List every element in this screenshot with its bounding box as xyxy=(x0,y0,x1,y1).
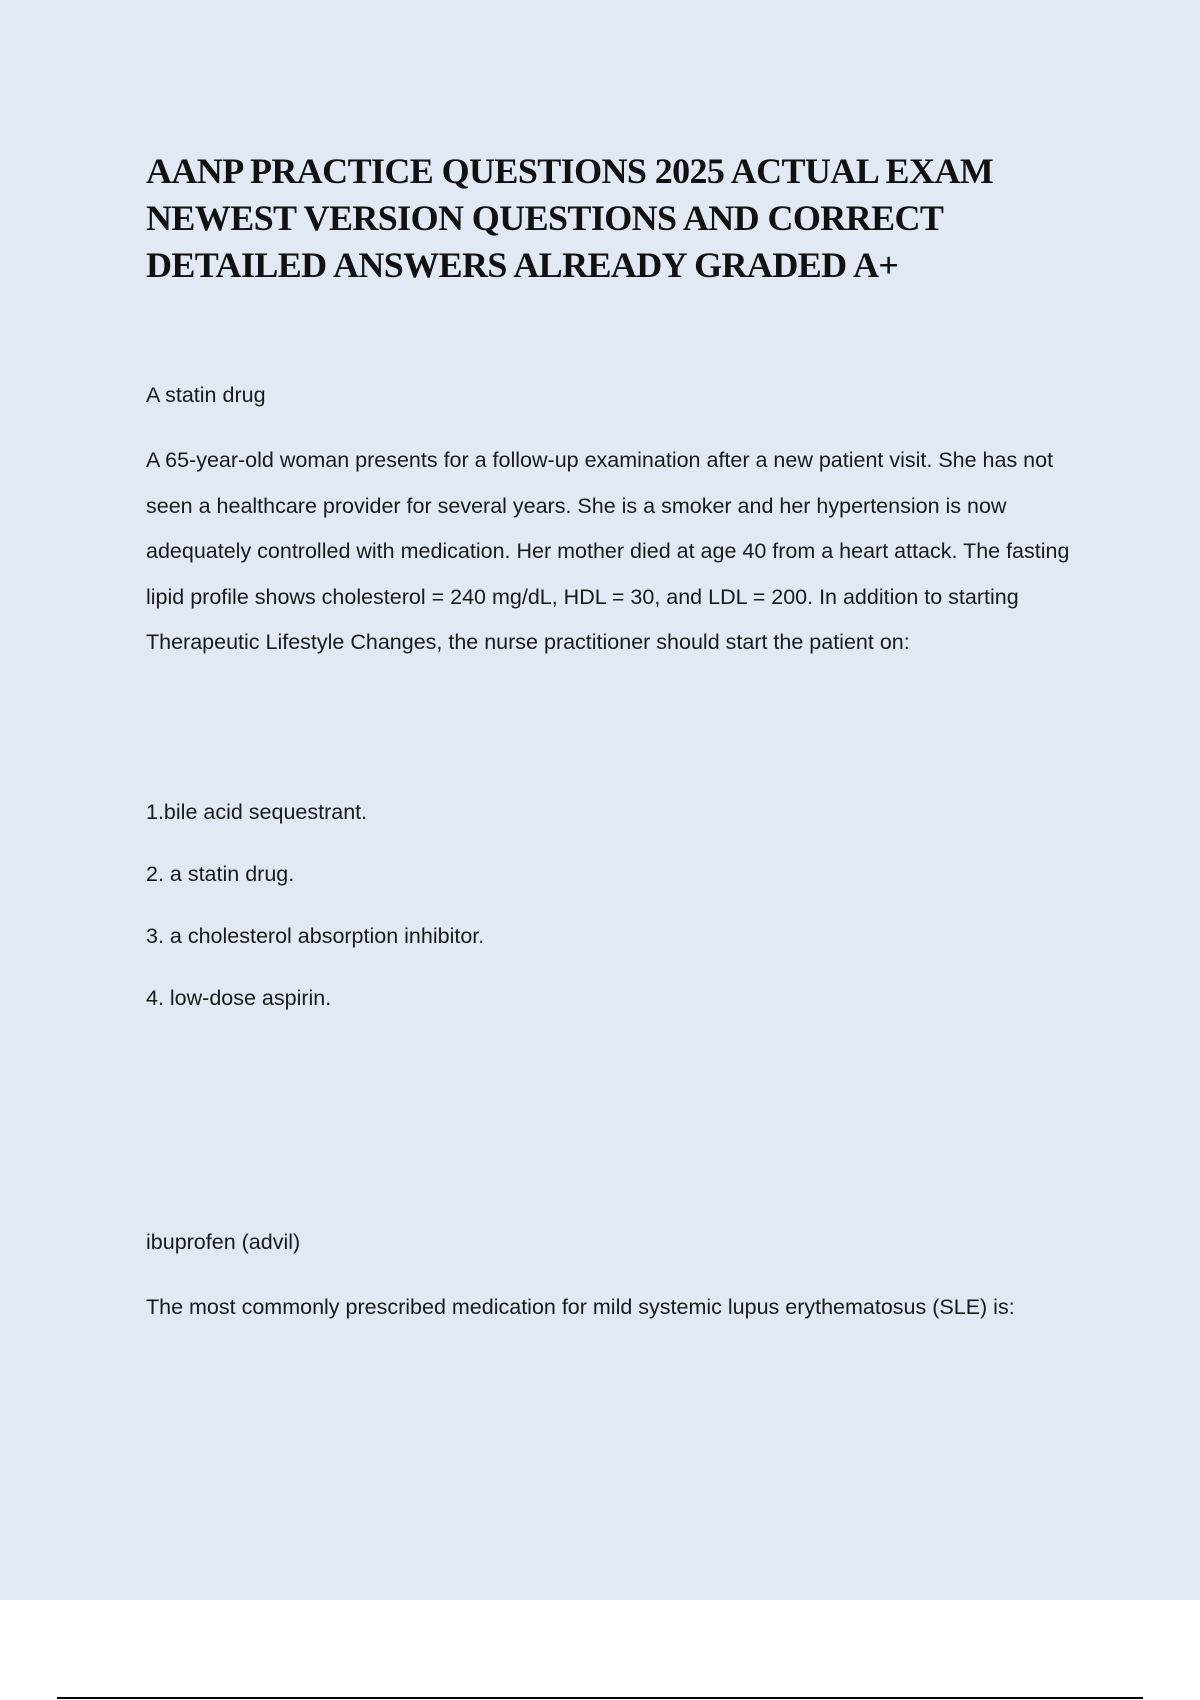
option-list xyxy=(146,796,484,1044)
question-2: The most commonly prescribed medication for mild systemic lupus erythematosus (SLE) is: xyxy=(146,1295,1015,1319)
document-title: AANP PRACTICE QUESTIONS 2025 ACTUAL EXAM NEWEST VERSION QUESTIONS AND CORRECT DETAILED ANSWERS ALREADY GRADED A+ xyxy=(146,151,994,285)
option-item-2: 2. a statin drug. xyxy=(146,862,295,886)
answer-2: ibuprofen (advil) xyxy=(146,1230,301,1254)
footer-divider xyxy=(57,1697,1143,1699)
option-item-3: 3. a cholesterol absorption inhibitor. xyxy=(146,924,485,948)
option-item-4: 4. low-dose aspirin. xyxy=(146,986,332,1010)
question-1: A 65-year-old woman presents for a follow-up examination after a new patient visit. She has not seen a healthcare provider for several years. She is a smoker and her hypertension is now adequately controlled with medication. Her mother died at age 40 from a heart attack. The fasting lipid profile shows cholesterol = 240 mg/dL, HDL = 30, and LDL = 200. In addition to starting Therapeutic Lifestyle Changes, the nurse practitioner should start the patient on: xyxy=(146,448,1070,654)
answer-1: A statin drug xyxy=(146,383,266,407)
option-item-1: 1.bile acid sequestrant. xyxy=(146,800,368,824)
